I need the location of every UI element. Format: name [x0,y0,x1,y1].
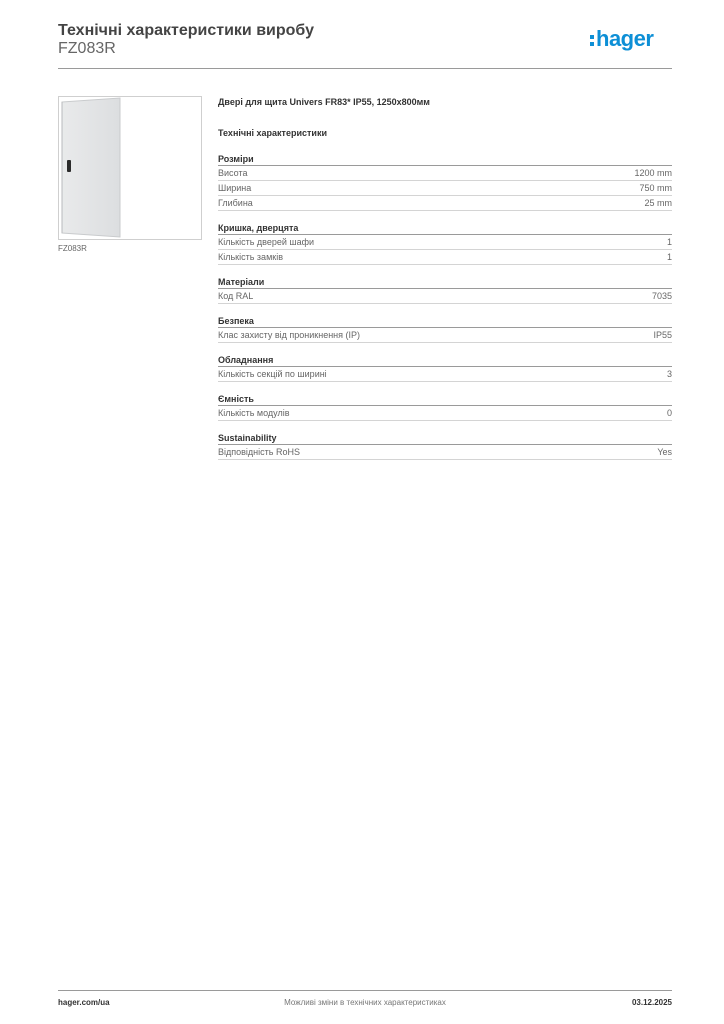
spec-row [218,235,672,250]
spec-value: 1200 mm [634,168,672,178]
spec-value: 25 mm [644,198,672,208]
spec-group-sustainability [218,432,672,460]
page-header [58,20,672,70]
spec-label: Кількість секцій по ширині [218,369,327,379]
group-title: Безпека [218,315,672,328]
spec-label: Кількість модулів [218,408,290,418]
spec-row [218,328,672,343]
spec-value: 750 mm [639,183,672,193]
spec-label: Клас захисту від проникнення (IP) [218,330,361,340]
spec-value: 0 [666,408,672,418]
spec-group-safety [218,315,672,343]
footer-notice: Можливі зміни в технічних характеристиках [284,998,446,1007]
spec-label: Кількість дверей шафи [218,237,315,247]
spec-value: IP55 [653,330,672,340]
spec-value: 1 [666,237,672,247]
spec-label: Кількість замків [218,252,283,262]
spec-group-equipment [218,354,672,382]
footer-divider [58,990,672,991]
spec-group-cover-door [218,222,672,265]
group-title: Sustainability [218,432,672,445]
footer-date: 03.12.2025 [631,998,672,1007]
cabinet-door-illustration [59,97,201,239]
spec-group-dimensions [218,153,672,211]
product-code-subtitle: FZ083R [58,40,116,57]
spec-row [218,367,672,382]
spec-label: Код RAL [218,291,254,301]
page-footer [58,998,672,1010]
spec-content [218,90,672,460]
spec-row [218,166,672,181]
product-image [58,96,202,240]
product-name: Двері для щита Univers FR83* IP55, 1250x800мм [218,97,430,107]
spec-value: 1 [666,252,672,262]
spec-group-capacity [218,393,672,421]
spec-row [218,196,672,211]
spec-row [218,289,672,304]
group-title: Ємність [218,393,672,406]
spec-row [218,406,672,421]
footer-website-link[interactable]: hager.com/ua [58,998,110,1007]
page-title: Технічні характеристики виробу [58,22,314,39]
spec-value: Yes [657,447,672,457]
spec-label: Глибина [218,198,253,208]
spec-value: 3 [666,369,672,379]
logo-text: hager [596,26,654,51]
spec-label: Ширина [218,183,252,193]
door-lock-icon [67,160,71,172]
header-divider [58,68,672,69]
spec-heading: Технічні характеристики [218,128,327,138]
group-title: Матеріали [218,276,672,289]
spec-row [218,250,672,265]
group-title: Кришка, дверцята [218,222,672,235]
group-title: Розміри [218,153,672,166]
group-title: Обладнання [218,354,672,367]
hager-logo [588,24,672,54]
spec-row [218,445,672,460]
image-caption: FZ083R [58,244,87,253]
spec-group-materials [218,276,672,304]
spec-label: Відповідність RoHS [218,447,300,457]
spec-row [218,181,672,196]
spec-value: 7035 [651,291,672,301]
spec-label: Висота [218,168,248,178]
